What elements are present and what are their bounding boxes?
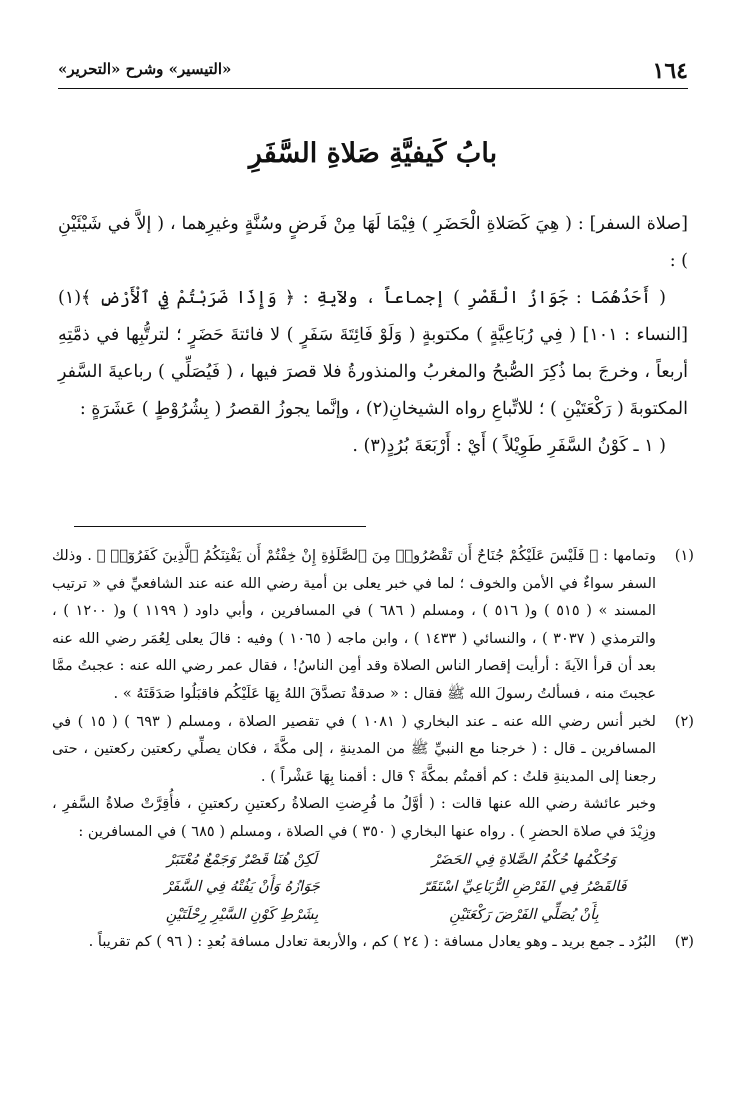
book-title: «التيسير» وشرح «التحرير» <box>58 60 232 78</box>
poem-line <box>52 873 658 901</box>
running-header <box>58 58 688 86</box>
header-rule <box>58 88 688 89</box>
paragraph-first-matter: ( أَحَدُهُمَا : جَوَازُ الْقَصْرِ ) إجماعاً ، ولآيةِ : ﴿ وَإِذَا ضَرَبْتُمْ فِي ٱلْأَرْضِ ﴾(١) [النساء : ١٠١] ( فِي رُبَاعِيَّةٍ ) مكتوبةٍ ( وَلَوْ فَائِتَةَ سَفَرٍ ) لا فائتةَ حَضَرٍ ؛ لترتُّبِها في ذمَّتِهِ أربعاً ، وخرجَ بما ذُكِرَ الصُّبحُ والمغربُ والمنذورةُ فلا قصرَ فيها ، ( فَيُصَلِّي ) رباعيةَ السَّفرِ المكتوبةَ ( رَكْعَتَيْنِ ) ؛ للاتِّباعِ رواه الشيخانِ(٢) ، وإنَّما يجوزُ القصرُ ( بِشُرُوْطٍ ) عَشَرَةٍ : <box>58 288 689 419</box>
poem <box>52 846 658 929</box>
page-number: ١٦٤ <box>652 58 688 84</box>
footnote-separator <box>74 526 366 527</box>
footnote-number: (١) <box>674 547 694 564</box>
footnote-number: (٢) <box>674 712 694 730</box>
footnotes <box>52 542 694 956</box>
poem-hemistich: وَحُكْمُها حُكْمُ الصَّلاةِ فِي الحَضَرْ <box>431 850 617 868</box>
paragraph-intro: [صلاة السفر] : ( هِيَ كَصَلاةِ الْحَضَرِ ) فِيْمَا لَهَا مِنْ فَرضٍ وسُنَّةٍ وغيرِهما ، ( إلاَّ في شَيْئَيْنِ ) : <box>58 214 688 271</box>
footnote-1 <box>52 542 694 708</box>
paragraph-condition-1: ( ١ ـ كَوْنُ السَّفَرِ طَوِيْلاً ) أَيْ : أَرْبَعَةَ بُرُدٍ(٣) . <box>352 436 666 456</box>
poem-line <box>52 901 658 929</box>
poem-hemistich: لَكِنْ هُنَا قَصْرٌ وَجَمْعٌ مُعْتَبَرْ <box>166 850 318 868</box>
footnote-text: وخبر عائشة رضي الله عنها قالت : ( أوَّلُ ما فُرِضتِ الصلاةُ ركعتينِ ركعتينِ ، فأُقِرَّتْ صلاةُ السَّفرِ ، وزِيْدَ في صلاة الحضرِ ) . رواه عنها البخاري ( ٣٥٠ ) في الصلاة ، ومسلم ( ٦٨٥ ) في المسافرين : <box>52 795 656 840</box>
footnote-3 <box>52 928 694 956</box>
footnote-text: لخبر أنس رضي الله عنه ـ عند البخاري ( ١٠٨١ ) في تقصير الصلاة ، ومسلم ( ٦٩٣ ) ( ١٥ ) في المسافرين ـ قال : ( خرجنا مع النبيِّ ﷺ من المدينةِ ، إلى مكَّةَ ، فكان يصلِّي ركعتين ركعتين ، حتى رجعنا إلى المدينةِ قلتُ : كم أقمتُم بمكَّةَ ؟ قال : أقمنا بِهَا عَشْراً ) . <box>52 712 656 785</box>
footnote-2 <box>52 708 694 846</box>
footnote-text: وتمامها : ﴿ فَلَيْسَ عَلَيْكُمْ جُنَاحٌ أَن تَقْصُرُوا۟ مِنَ ٱلصَّلَوٰةِ إِنْ خِفْتُمْ أَن يَفْتِنَكُمُ ٱلَّذِينَ كَفَرُوٓا۟ ﴾ . وذلك السفر سواءٌ في الأمن والخوف ؛ لما في خبر يعلى بن أمية رضي الله عنه عند الشافعيِّ في « ترتيب المسند » ( ٥١٥ ) و( ٥١٦ ) ، ومسلم ( ٦٨٦ ) في المسافرين ، وأبي داود ( ١١٩٩ ) و( ١٢٠٠ ) ، والترمذي ( ٣٠٣٧ ) ، والنسائي ( ١٤٣٣ ) ، وابن ماجه ( ١٠٦٥ ) وفيه : قالَ يعلى لِعُمَر رضي الله عنه بعد أن قرأ الآيةَ : أرأيت إقصار الناس الصلاة وقد أمِن الناسُ! ، فقال عمر رضي الله عنه : عجبتُ ممَّا عجبتَ منه ، فسألتُ رسولَ الله ﷺ فقال : « صدقةٌ تصدَّقَ اللهُ بِهَا عَلَيْكُم فاقبَلُوا صَدَقَتَهُ » . <box>52 547 656 702</box>
chapter-title: بابُ كَيفيَّةِ صَلاةِ السَّفَرِ <box>248 138 498 169</box>
footnote-number: (٣) <box>674 933 694 951</box>
poem-hemistich: فَالقَصْرُ فِي الفَرْضِ الرُّبَاعِيِّ اسْتَقَرّ <box>421 878 627 896</box>
footnote-text: البُرُد ـ جمع بريد ـ وهو يعادل مسافة : ( ٢٤ ) كم ، والأربعة تعادل مسافة بُعدِ : ( ٩٦ ) كم تقريباً . <box>88 933 656 951</box>
poem-hemistich: بِأَنْ يُصَلِّي الفَرْضَ رَكْعَتَيْنِ <box>449 905 599 923</box>
main-text <box>58 206 688 465</box>
poem-hemistich: جَوَازُهُ وَأَنْ يَفُتْهُ فِي السَّفَرْ <box>164 878 320 896</box>
poem-hemistich: بِشَرْطِ كَوْنِ السَّيْرِ رِحْلَتَيْنِ <box>165 905 319 923</box>
poem-line <box>52 846 658 874</box>
